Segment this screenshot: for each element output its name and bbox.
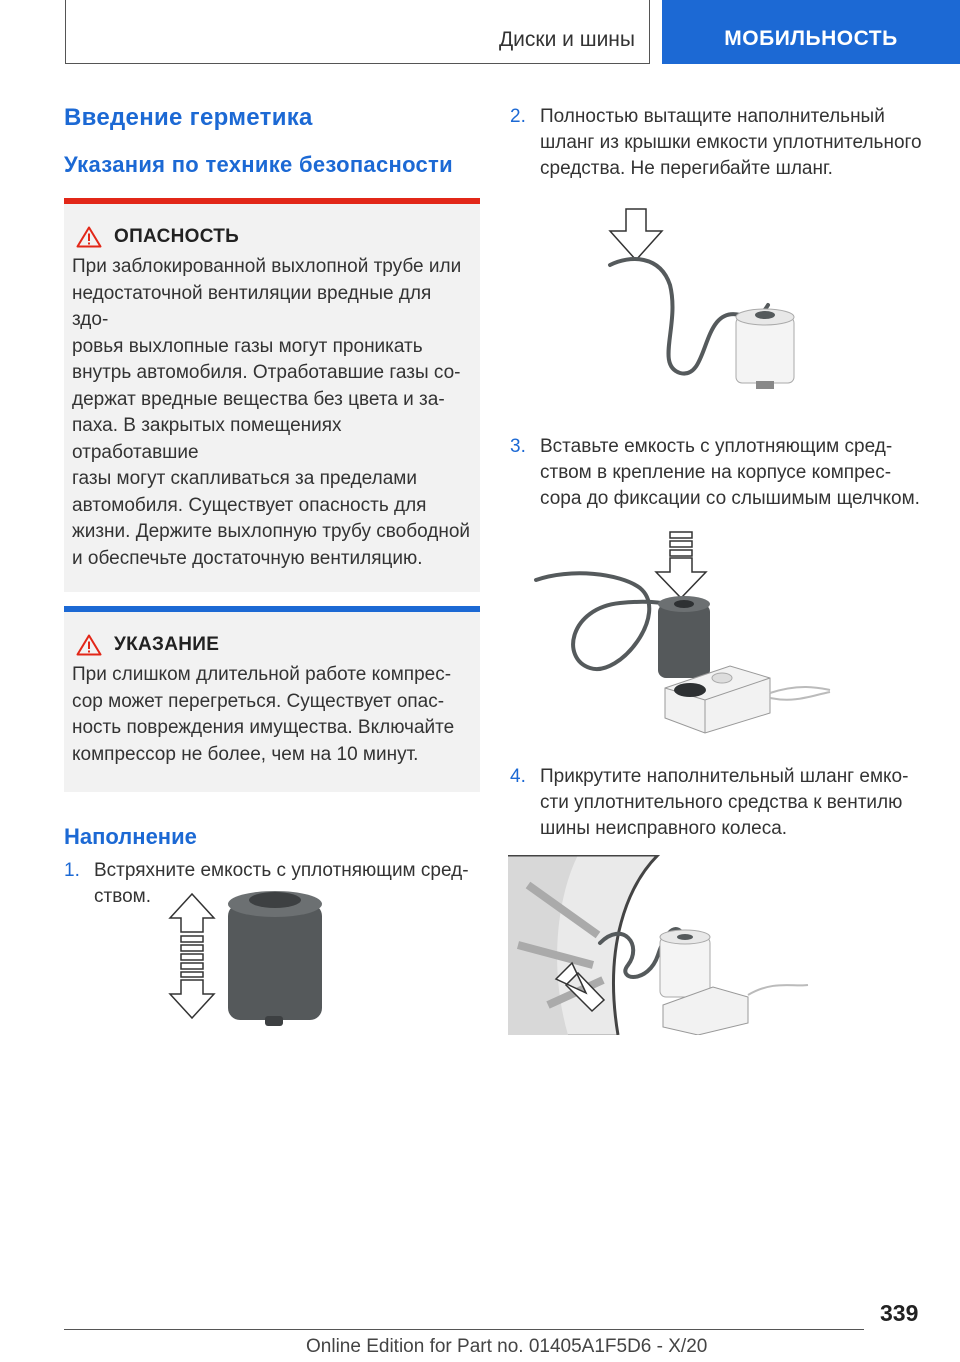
step-line: сора до фиксации со слышимым щелчком. [540, 488, 920, 509]
danger-line: жизни. Держите выхлопную трубу свободной [72, 521, 471, 542]
danger-line: ровья выхлопные газы могут проникать [72, 335, 423, 357]
step-line: Полностью вытащите наполнительный [540, 106, 885, 127]
header-section-box [65, 0, 650, 64]
warning-triangle-icon [76, 226, 102, 248]
danger-line: и обеспечьте достаточную вентиляцию. [72, 547, 423, 569]
notice-line: ность повреждения имущества. Включайте [72, 717, 455, 738]
down-arrow-icon [610, 209, 662, 260]
page-title: Введение герметика [64, 104, 313, 131]
step-3 [510, 434, 930, 512]
page-number: 339 [880, 1300, 919, 1326]
safety-heading: Указания по технике безопасности [64, 152, 453, 177]
step-line: Вставьте емкость с уплотняющим сред- [540, 436, 893, 457]
sealant-bottle [660, 930, 710, 997]
step-number: 3. [510, 436, 526, 457]
step-2 [510, 104, 930, 182]
danger-line: паха. В закрытых помещениях отработавшие [72, 415, 342, 463]
danger-line: внутрь автомобиля. Отработавшие газы со- [72, 362, 461, 383]
danger-label: ОПАСНОСТЬ [114, 226, 240, 247]
down-arrow-icon [656, 532, 706, 598]
left-column [64, 104, 480, 910]
step-line: средства. Не перегибайте шланг. [540, 158, 833, 179]
danger-box [64, 198, 480, 592]
danger-line: газы могут скапливаться за пределами [72, 468, 417, 489]
step-line: сти уплотнительного средства к вентилю [540, 792, 903, 813]
footer-edition: Online Edition for Part no. 01405A1F5D6 - X/20 [306, 1336, 708, 1357]
header-section-title: Диски и шины [498, 28, 635, 51]
step-line: ством в крепление на корпусе компрес- [540, 462, 892, 483]
step-line: Прикрутите наполнительный шланг емко- [540, 766, 909, 787]
notice-line: сор может перегреться. Существует опас- [72, 690, 445, 712]
notice-text [72, 662, 472, 768]
step-text [540, 104, 930, 182]
notice-line: При слишком длительной работе компрес- [72, 664, 452, 685]
danger-line: недостаточной вентиляции вредные для здо- [72, 282, 432, 330]
danger-text [72, 254, 472, 572]
step-4 [510, 764, 930, 842]
step-number: 4. [510, 766, 526, 787]
double-arrow-icon [170, 894, 214, 1018]
shake-bottle-illustration [165, 880, 335, 1030]
footer-divider [64, 1329, 864, 1330]
danger-header [72, 226, 472, 248]
warning-triangle-icon [76, 634, 102, 656]
pull-hose-illustration [600, 205, 800, 395]
danger-line: держат вредные вещества без цвета и за- [72, 388, 445, 410]
step-number: 2. [510, 106, 526, 127]
notice-header [72, 634, 472, 656]
step-number: 1. [64, 860, 80, 881]
step-line: шланг из крышки емкости уплотнительного [540, 132, 922, 153]
notice-line: компрессор не более, чем на 10 минут. [72, 743, 419, 765]
step-line: ством. [94, 886, 151, 907]
insert-bottle-illustration [530, 528, 840, 743]
wheel [508, 855, 658, 1035]
header-chapter-tab[interactable] [662, 0, 960, 64]
danger-line: автомобиля. Существует опасность для [72, 494, 427, 516]
step-line: Встряхните емкость с уплотняющим сред- [94, 860, 469, 881]
notice-box [64, 606, 480, 792]
attach-valve-illustration [508, 855, 828, 1035]
danger-line: При заблокированной выхлопной трубе или [72, 256, 462, 277]
step-text [540, 434, 930, 512]
step-text [540, 764, 930, 842]
fill-heading: Наполнение [64, 824, 197, 849]
sealant-bottle [658, 596, 710, 678]
step-line: шины неисправного колеса. [540, 818, 788, 839]
header-chapter-label: МОБИЛЬНОСТЬ [724, 27, 898, 50]
notice-label: УКАЗАНИЕ [114, 634, 220, 655]
sealant-bottle [228, 891, 322, 1026]
sealant-bottle [736, 309, 794, 389]
